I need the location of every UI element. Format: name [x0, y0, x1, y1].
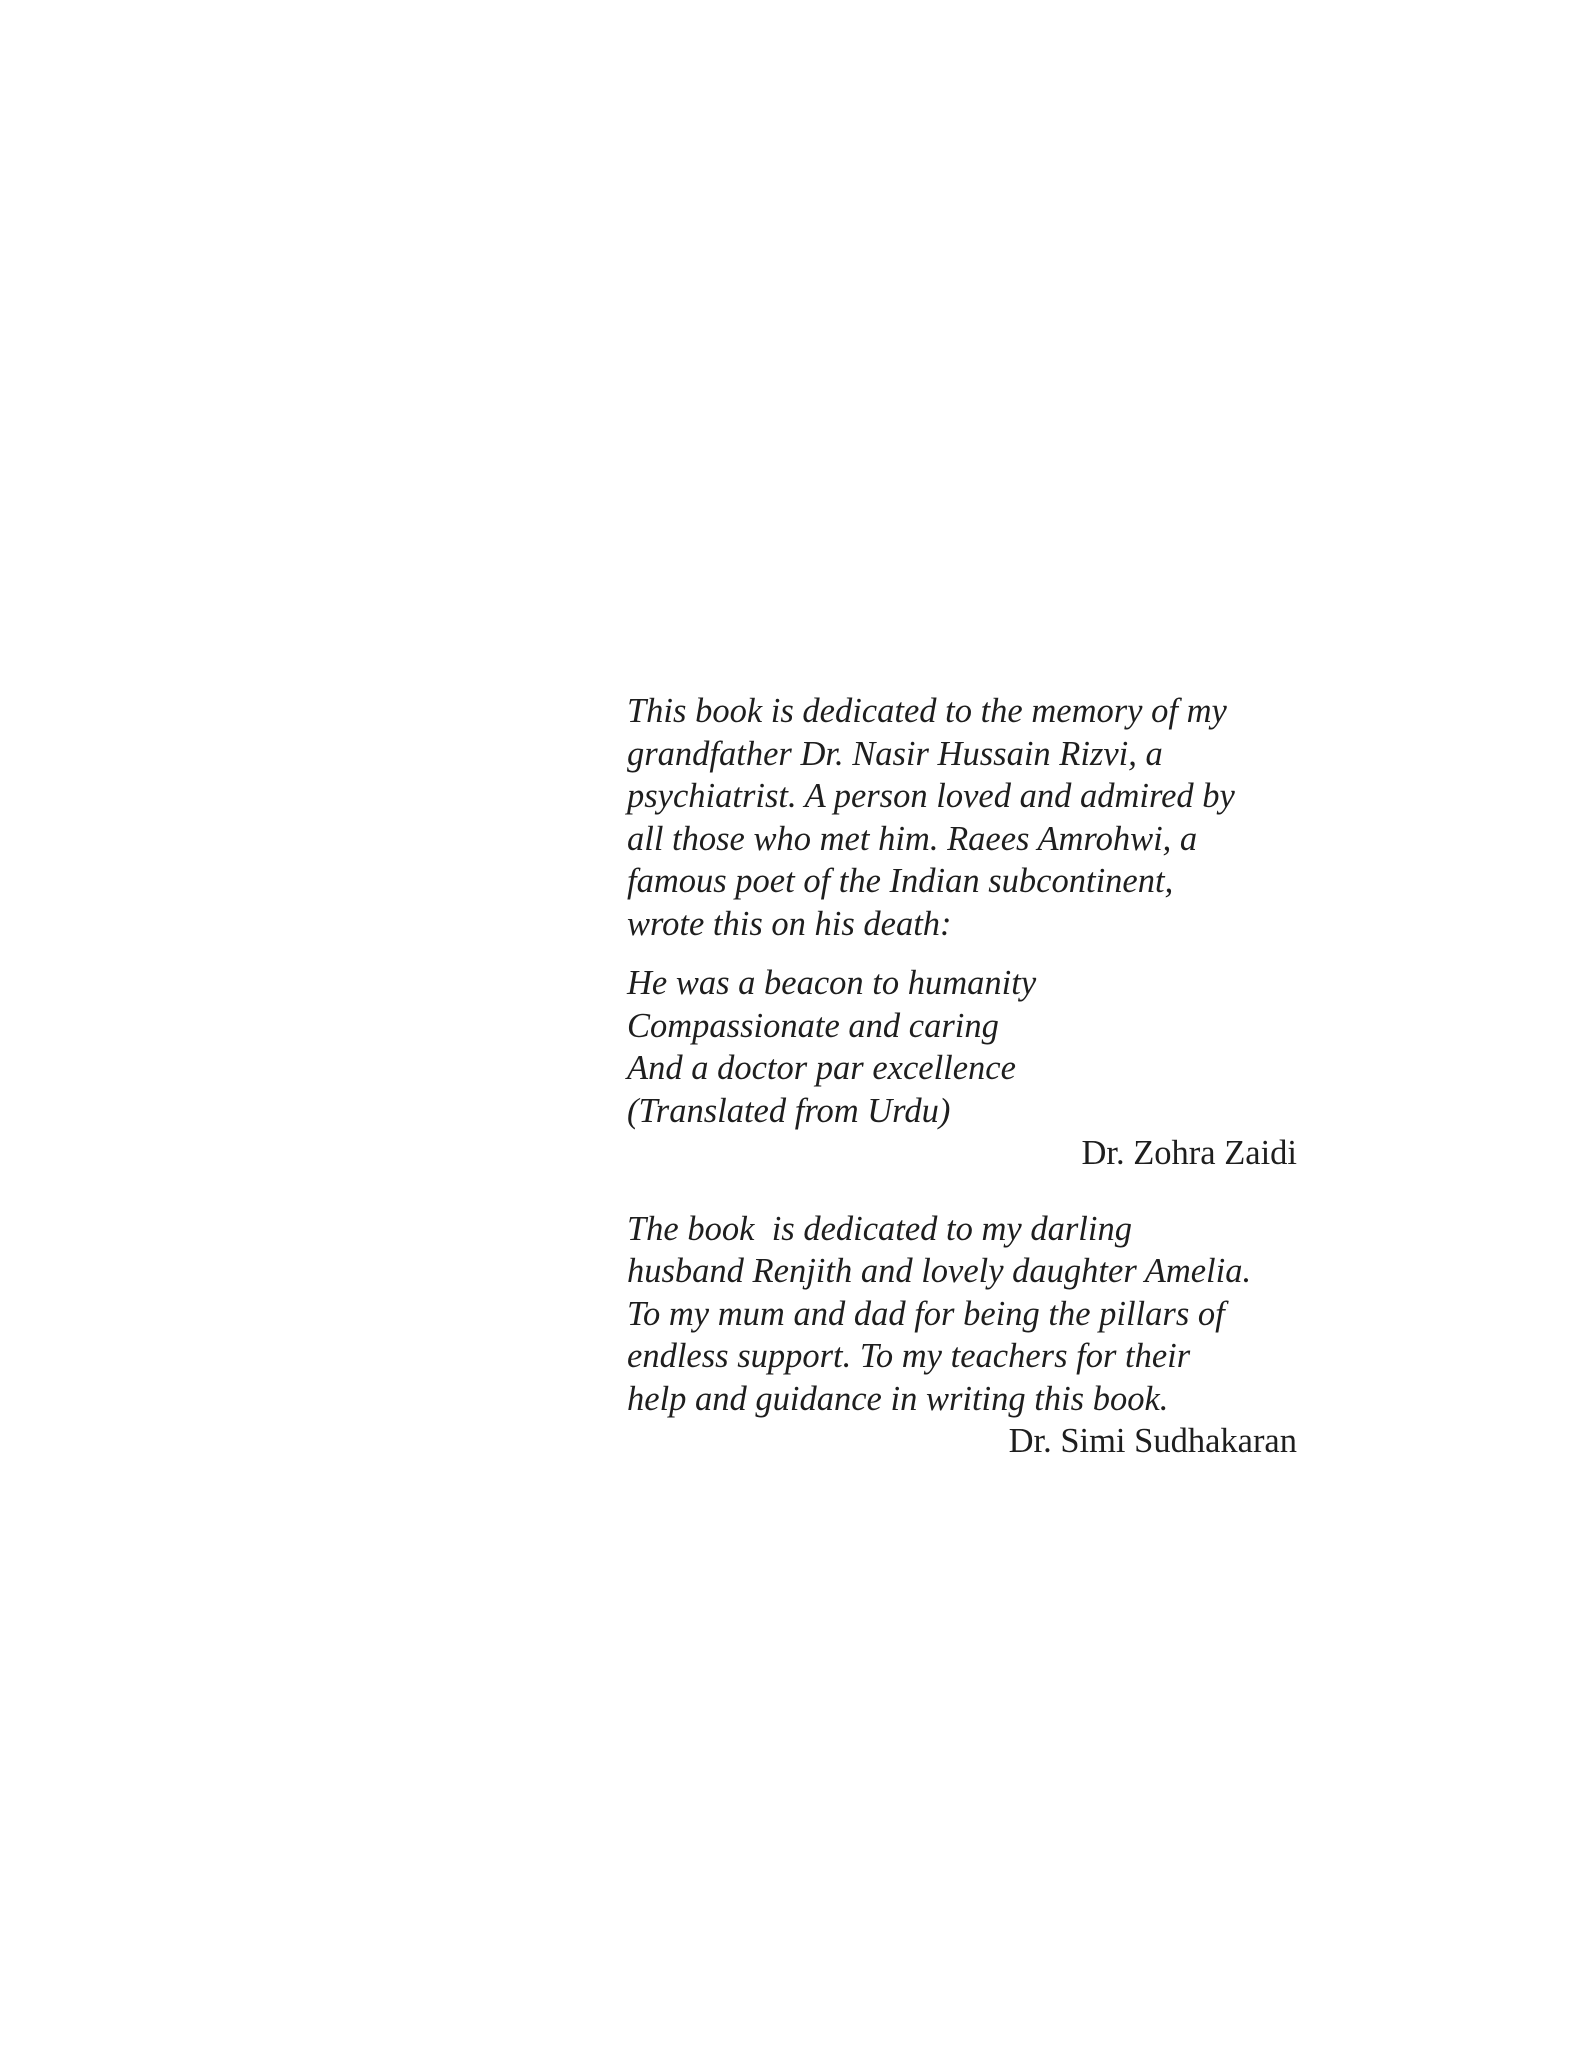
- dedication-line: help and guidance in writing this book.: [627, 1379, 1169, 1418]
- signature-zohra-zaidi: Dr. Zohra Zaidi: [1081, 1134, 1297, 1172]
- dedication-line: all those who met him. Raees Amrohwi, a: [627, 819, 1198, 858]
- dedication-block: [627, 690, 1297, 1463]
- poem-line: Compassionate and caring: [627, 1006, 999, 1045]
- paragraph-spacer: [627, 1175, 1297, 1208]
- dedication-line: psychiatrist. A person loved and admired by: [627, 777, 1235, 815]
- dedication-line: This book is dedicated to the memory of my: [627, 692, 1227, 730]
- paragraph-spacer: [627, 945, 1297, 962]
- signature-simi-sudhakaran: Dr. Simi Sudhakaran: [1008, 1422, 1297, 1460]
- poem-translation-note: (Translated from Urdu): [627, 1091, 951, 1130]
- poem-line: And a doctor par excellence: [627, 1049, 1016, 1087]
- dedication-line: husband Renjith and lovely daughter Amelia.: [627, 1252, 1252, 1290]
- dedication-line: endless support. To my teachers for their: [627, 1337, 1191, 1375]
- poem-verse: [627, 962, 1297, 1132]
- dedication-line: wrote this on his death:: [627, 904, 952, 943]
- dedication-line: The book is dedicated to my darling: [627, 1209, 1132, 1248]
- dedication-paragraph-family: [627, 1208, 1297, 1421]
- poem-line: He was a beacon to humanity: [627, 964, 1037, 1002]
- dedication-paragraph-grandfather: [627, 690, 1297, 945]
- dedication-line: To my mum and dad for being the pillars of: [627, 1294, 1225, 1333]
- dedication-line: grandfather Dr. Nasir Hussain Rizvi, a: [627, 734, 1163, 773]
- dedication-line: famous poet of the Indian subcontinent,: [627, 862, 1174, 900]
